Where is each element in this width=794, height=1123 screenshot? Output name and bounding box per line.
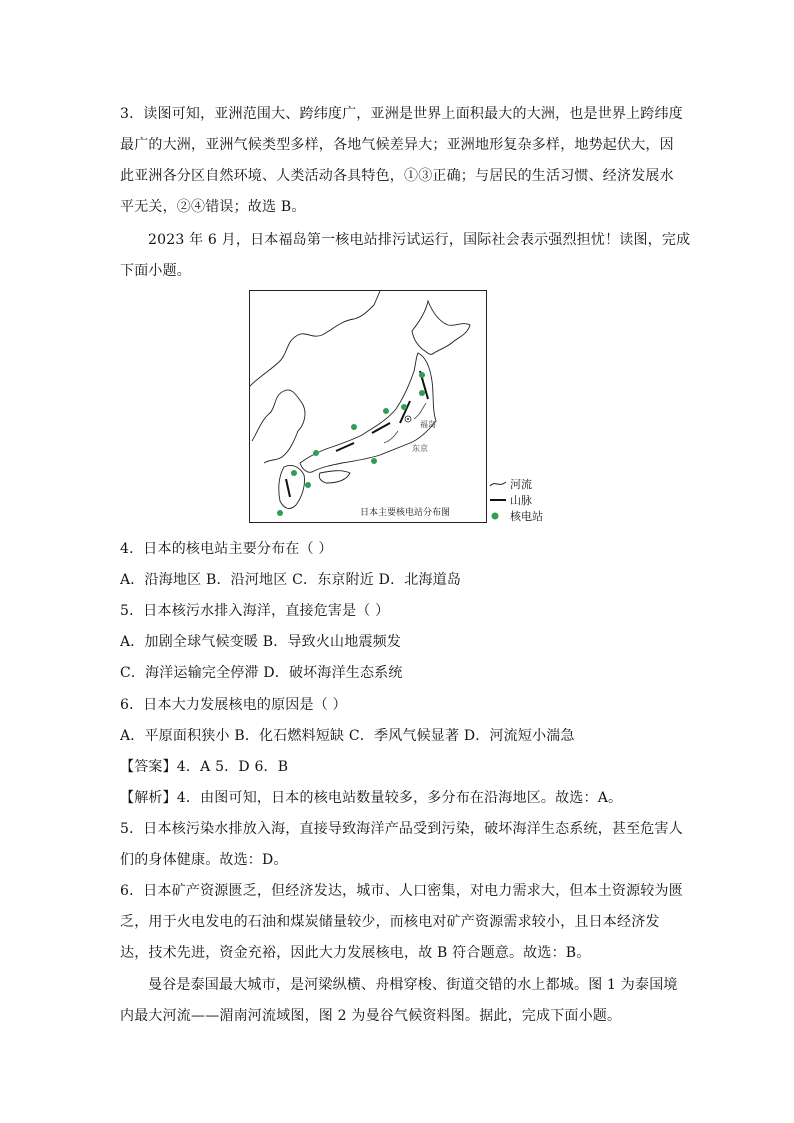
analysis-line-2: 5．日本核污染水排放入海，直接导致海洋产品受到污染，破坏海洋生态系统，甚至危害人 xyxy=(120,821,683,837)
honshu-island xyxy=(300,353,436,472)
river-icon xyxy=(489,477,507,491)
nuclear-plant-marker xyxy=(277,510,283,516)
answer-line: 【答案】4．A 5．D 6．B xyxy=(120,759,289,775)
map-label-tokyo: 东京 xyxy=(412,444,428,453)
question-5-options-2: C．海洋运输完全停滞 D．破坏海洋生态系统 xyxy=(120,665,403,681)
nuclear-plant-marker xyxy=(419,390,425,396)
legend-river xyxy=(489,476,559,492)
analysis-line-1: 【解析】4．由图可知，日本的核电站数量较多，多分布在沿海地区。故选：A。 xyxy=(120,790,623,806)
question-5-options-1: A．加剧全球气候变暖 B．导致火山地震频发 xyxy=(120,634,402,650)
analysis-line-4: 6．日本矿产资源匮乏，但经济发达，城市、人口密集，对电力需求大，但本土资源较为匮 xyxy=(120,883,683,899)
question-6-stem: 6．日本大力发展核电的原因是（ ） xyxy=(120,697,347,713)
map-label-fukushima: 福岛 xyxy=(420,420,436,429)
question-4-options: A．沿海地区 B．沿河地区 C．东京附近 D．北海道岛 xyxy=(120,572,462,588)
nuclear-plant-marker xyxy=(291,470,297,476)
map-caption: 日本主要核电站分布图 xyxy=(360,508,451,518)
intro-line-1: 2023 年 6 月，日本福岛第一核电站排污试运行，国际社会表示强烈担忧！读图，完成 xyxy=(148,232,691,248)
mountain-icon xyxy=(489,493,507,507)
legend-mountain-label: 山脉 xyxy=(510,494,532,507)
tokyo-marker-dot xyxy=(407,418,409,420)
nuclear-plant-marker xyxy=(401,404,407,410)
legend-river-label: 河流 xyxy=(510,478,532,491)
legend-plant-label: 核电站 xyxy=(510,510,543,523)
next-intro-line-1: 曼谷是泰国最大城市，是河梁纵横、舟楫穿梭、街道交错的水上都城。图 1 为泰国境 xyxy=(148,977,678,993)
analysis-line-6: 达，技术先进，资金充裕，因此大力发展核电，故 B 符合题意。故选：B。 xyxy=(120,945,591,961)
q3-answer-line-2: 最广的大洲，亚洲气候类型多样，各地气候差异大；亚洲地形复杂多样，地势起伏大，因 xyxy=(120,137,674,153)
legend-mountain xyxy=(489,492,559,508)
nuclear-plant-marker xyxy=(305,482,311,488)
map-legend xyxy=(489,476,559,524)
mainland-coastline xyxy=(250,291,380,386)
nuclear-plant-marker xyxy=(383,408,389,414)
nuclear-plant-icon xyxy=(489,509,507,523)
nuclear-plant-marker xyxy=(419,372,425,378)
korea-coastline xyxy=(252,390,305,463)
nuclear-plant-marker xyxy=(371,458,377,464)
legend-plant xyxy=(489,508,559,524)
nuclear-plant-marker xyxy=(313,450,319,456)
nuclear-plant-marker xyxy=(351,424,357,430)
analysis-line-3: 们的身体健康。故选：D。 xyxy=(120,852,288,868)
question-6-options: A．平原面积狭小 B．化石燃料短缺 C．季风气候显著 D．河流短小湍急 xyxy=(120,728,575,744)
q3-answer-line-1: 3．读图可知，亚洲范围大、跨纬度广，亚洲是世界上面积最大的大洲，也是世界上跨纬度 xyxy=(120,106,683,122)
analysis-line-5: 乏，用于火电发电的石油和煤炭储量较少，而核电对矿产资源需求较小，且日本经济发 xyxy=(120,914,660,930)
next-intro-line-2: 内最大河流——湄南河流域图，图 2 为曼谷气候资料图。据此，完成下面小题。 xyxy=(120,1008,622,1024)
q3-answer-line-4: 平无关，②④错误；故选 B。 xyxy=(120,199,306,215)
hokkaido-island xyxy=(412,301,470,354)
shikoku-island xyxy=(319,471,350,483)
japan-map-drawing xyxy=(250,291,486,522)
japan-nuclear-map xyxy=(249,290,487,523)
q3-answer-line-3: 此亚洲各分区自然环境、人类活动各具特色，①③正确；与居民的生活习惯、经济发展水 xyxy=(120,168,674,184)
question-4-stem: 4．日本的核电站主要分布在（ ） xyxy=(120,541,333,557)
question-5-stem: 5．日本核污水排入海洋，直接危害是（ ） xyxy=(120,603,390,619)
intro-line-2: 下面小题。 xyxy=(120,263,191,279)
